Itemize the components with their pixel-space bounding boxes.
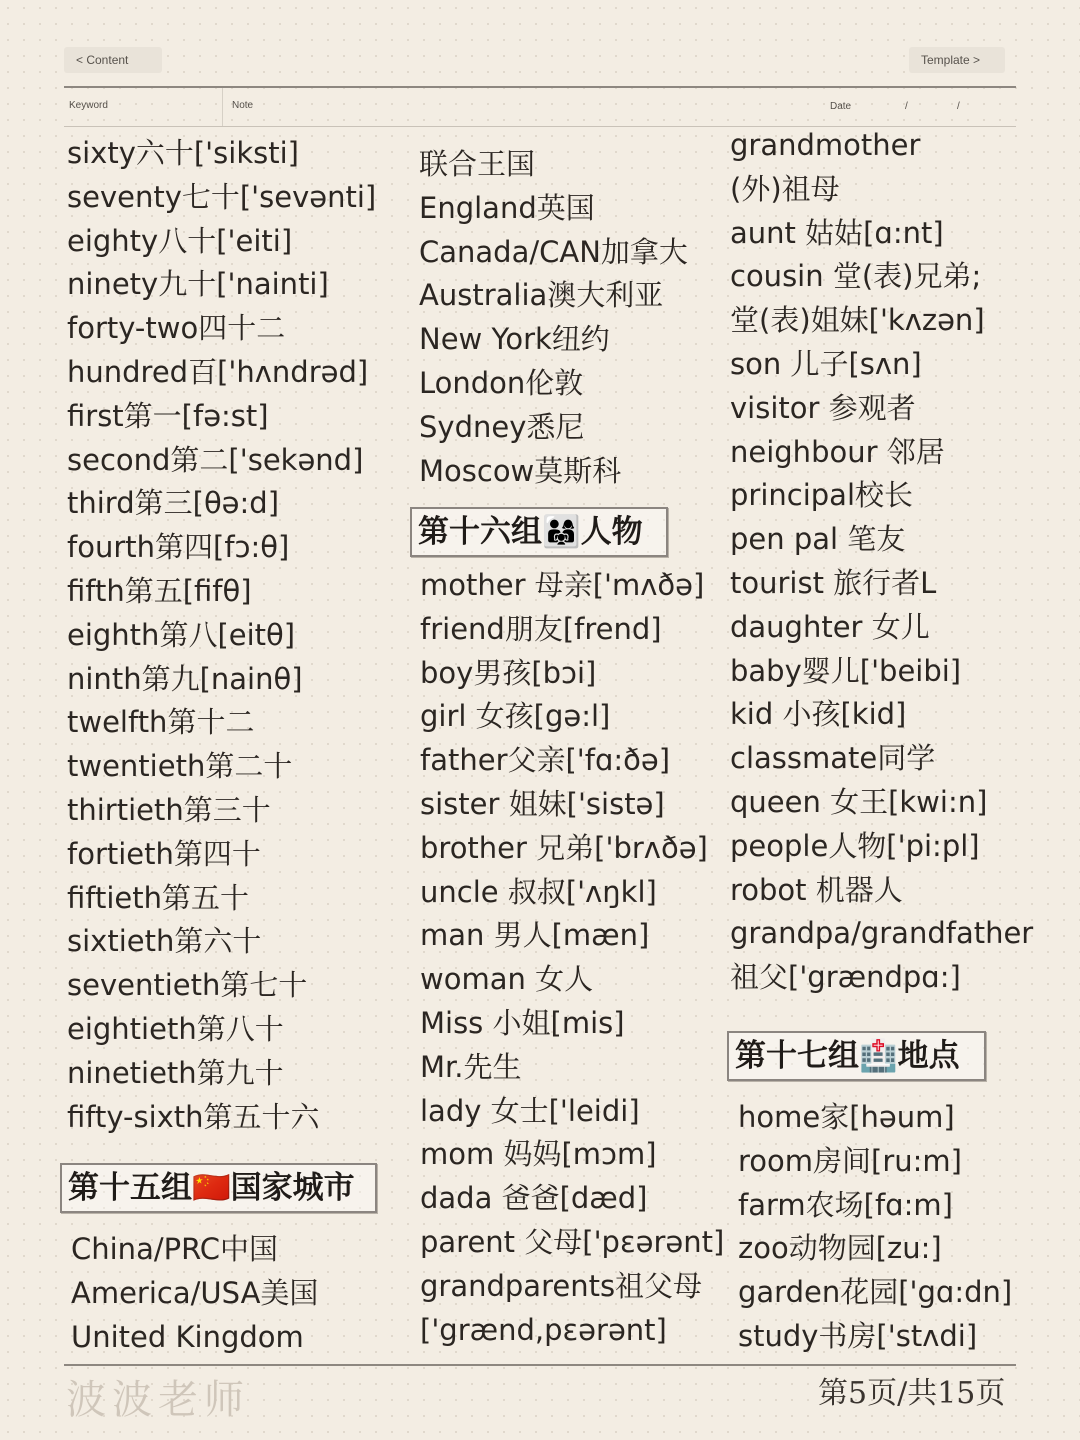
vocab-entry: (外)祖母: [730, 171, 840, 206]
vocab-entry: room房间[ru:m]: [738, 1143, 962, 1178]
vocab-entry: uncle 叔叔['ʌŋkl]: [420, 874, 657, 909]
vocab-entry: man 男人[mæn]: [420, 918, 650, 953]
vocab-entry: woman 女人: [420, 962, 594, 997]
vocab-entry: queen 女王[kwi:n]: [730, 784, 988, 819]
vocab-entry: tourist 旅行者L: [730, 565, 937, 600]
vocab-entry: second第二['sekənd]: [67, 442, 364, 477]
vocab-entry: pen pal 笔友: [730, 522, 906, 557]
vocab-entry: eightieth第八十: [67, 1011, 284, 1046]
vocab-entry: home家[həum]: [738, 1100, 955, 1134]
vocab-entry: parent 父母['pɛərənt]: [420, 1224, 725, 1259]
vocab-entry: Sydney悉尼: [419, 409, 585, 444]
page-number: 第5页/共15页: [818, 1376, 1006, 1411]
vocab-column-1: [67, 132, 376, 1139]
vocab-entry: father父亲['fɑ:ðə]: [420, 743, 671, 778]
vocab-entry: garden花园['gɑ:dn]: [738, 1275, 1013, 1310]
header-divider: [222, 88, 223, 126]
vocab-entry: twentieth第二十: [67, 749, 293, 784]
vocab-entry: brother 兄弟['brʌðə]: [420, 830, 708, 865]
footer-rule: [64, 1364, 1016, 1366]
vocab-entry: fiftieth第五十: [67, 880, 249, 915]
section-15-title: 第十五组🇨🇳国家城市: [60, 1163, 377, 1213]
vocab-column-2b: [420, 564, 724, 1352]
vocab-entry: fifty-sixth第五十六: [67, 1099, 320, 1134]
vocab-entry: study书房['stʌdi]: [738, 1318, 978, 1353]
keyword-label: Keyword: [69, 100, 108, 111]
vocab-entry: eighty八十['eiti]: [67, 223, 293, 258]
date-slash: /: [957, 101, 960, 112]
vocab-entry: seventieth第七十: [67, 968, 308, 1003]
vocab-entry: seventy七十['sevənti]: [67, 179, 377, 214]
vocab-entry: grandmother: [730, 128, 921, 162]
vocab-entry: Australia澳大利亚: [419, 278, 664, 313]
vocab-entry: America/USA美国: [71, 1275, 319, 1310]
vocab-entry: first第一[fə:st]: [67, 398, 269, 433]
vocab-entry: Canada/CAN加拿大: [419, 234, 688, 269]
vocab-entry: kid 小孩[kid]: [730, 697, 907, 732]
vocab-entry: sixtieth第六十: [67, 924, 262, 959]
vocab-entry: boy男孩[bɔi]: [420, 655, 597, 690]
template-button[interactable]: Template >: [909, 47, 1005, 73]
vocab-entry: thirtieth第三十: [67, 792, 271, 827]
vocab-entry: Mr.先生: [420, 1049, 522, 1084]
vocab-entry: third第三[θə:d]: [67, 486, 280, 521]
vocab-entry: fourth第四[fɔ:θ]: [67, 530, 290, 565]
vocab-entry: 祖父['grændpɑ:]: [730, 960, 961, 995]
vocab-entry: Miss 小姐[mis]: [420, 1005, 625, 1040]
vocab-column-3b: [738, 1096, 1012, 1359]
vocab-entry: principal校长: [730, 478, 914, 513]
vocab-entry: zoo动物园[zu:]: [738, 1231, 942, 1266]
vocab-entry: sixty六十['siksti]: [67, 136, 299, 170]
vocab-entry: China/PRC中国: [71, 1232, 279, 1266]
vocab-entry: eighth第八[eitθ]: [67, 617, 296, 652]
vocab-entry: lady 女士['leidi]: [420, 1093, 640, 1128]
vocab-entry: dada 爸爸[dæd]: [420, 1181, 648, 1216]
vocab-entry: grandpa/grandfather: [730, 916, 1034, 951]
vocab-entry: friend朋友[frend]: [420, 611, 662, 646]
vocab-entry: cousin 堂(表)兄弟;: [730, 259, 982, 294]
vocab-entry: ninth第九[nainθ]: [67, 661, 303, 696]
author-watermark: 波波老师: [66, 1377, 250, 1423]
vocab-entry: United Kingdom: [71, 1319, 304, 1354]
vocab-entry: people人物['pi:pl]: [730, 828, 980, 863]
vocab-entry: London伦敦: [419, 365, 584, 400]
date-label: Date: [830, 101, 852, 112]
vocab-entry: ninety九十['nainti]: [67, 267, 329, 302]
section-16-title: 第十六组👨‍👩‍👧人物: [410, 507, 668, 557]
vocab-entry: forty-two四十二: [67, 311, 286, 346]
vocab-entry: Moscow莫斯科: [419, 453, 622, 488]
vocab-entry: classmate同学: [730, 741, 936, 776]
vocab-entry: mom 妈妈[mɔm]: [420, 1137, 657, 1172]
vocab-entry: 堂(表)姐妹['kʌzən]: [730, 303, 985, 338]
vocab-entry: aunt 姑姑[ɑ:nt]: [730, 215, 944, 250]
vocab-entry: daughter 女儿: [730, 609, 930, 644]
note-label: Note: [232, 100, 254, 111]
vocab-entry: robot 机器人: [730, 872, 903, 907]
date-slash: /: [905, 101, 908, 112]
vocab-column-2a: [419, 143, 688, 493]
vocab-column-3a: [730, 124, 1033, 1000]
vocab-entry: ['grænd,pɛərənt]: [420, 1312, 667, 1347]
vocab-entry: fortieth第四十: [67, 836, 261, 871]
vocab-entry: baby婴儿['beibi]: [730, 653, 962, 688]
vocab-entry: fifth第五[fifθ]: [67, 573, 252, 608]
section-17-title: 第十七组🏥地点: [727, 1031, 986, 1081]
vocab-entry: hundred百['hʌndrəd]: [67, 354, 369, 389]
vocab-entry: girl 女孩[gə:l]: [420, 699, 611, 734]
vocab-column-1b: [71, 1228, 318, 1359]
vocab-entry: mother 母亲['mʌðə]: [420, 568, 705, 602]
vocab-entry: 联合王国: [419, 147, 536, 181]
vocab-entry: neighbour 邻居: [730, 434, 945, 469]
vocab-entry: farm农场[fɑ:m]: [738, 1187, 953, 1222]
vocab-entry: twelfth第十二: [67, 705, 255, 740]
vocab-entry: New York纽约: [419, 322, 610, 357]
vocab-entry: son 儿子[sʌn]: [730, 346, 922, 381]
vocab-entry: grandparents祖父母: [420, 1268, 703, 1303]
vocab-entry: sister 姐妹['sistə]: [420, 786, 665, 821]
vocab-entry: ninetieth第九十: [67, 1055, 284, 1090]
vocab-entry: visitor 参观者: [730, 390, 916, 425]
content-back-button[interactable]: < Content: [64, 47, 162, 73]
vocab-entry: England英国: [419, 190, 595, 225]
header-top-rule: [64, 86, 1016, 88]
